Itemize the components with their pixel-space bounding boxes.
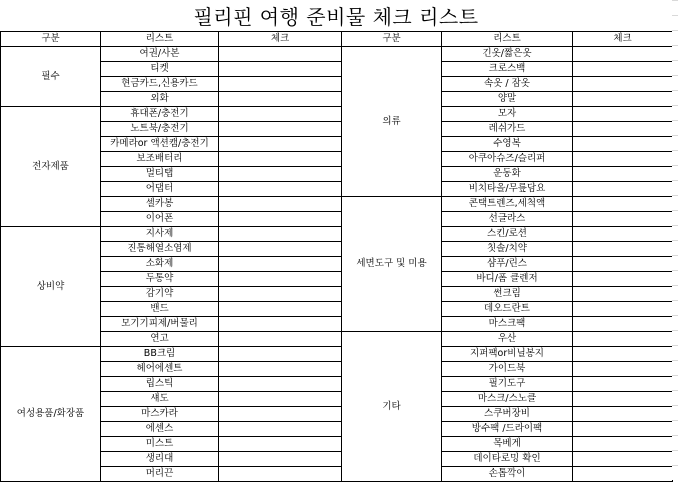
check-cell[interactable]	[219, 392, 342, 407]
list-item-cell[interactable]: 밴드	[101, 302, 219, 317]
list-item-cell[interactable]: 운동화	[442, 167, 573, 182]
list-item-cell[interactable]: 콘택트렌즈,세척액	[442, 197, 573, 212]
category-cell[interactable]: 세면도구 및 미용	[342, 197, 442, 332]
list-item-cell[interactable]: 진통해열소염제	[101, 242, 219, 257]
check-cell[interactable]	[573, 242, 673, 257]
list-item-cell[interactable]: 섀도	[101, 392, 219, 407]
list-item-cell[interactable]: 마스크/스노클	[442, 392, 573, 407]
table-row	[1, 137, 673, 152]
list-item-cell[interactable]: 비치타올/무릎담요	[442, 182, 573, 197]
list-item-cell[interactable]: 방수팩 /드라이팩	[442, 422, 573, 437]
table-row	[1, 92, 673, 107]
table-row	[1, 272, 673, 287]
check-cell[interactable]	[219, 287, 342, 302]
check-cell[interactable]	[573, 227, 673, 242]
check-cell[interactable]	[573, 422, 673, 437]
list-item-cell[interactable]: 외화	[101, 92, 219, 107]
check-cell[interactable]	[219, 272, 342, 287]
check-cell[interactable]	[219, 137, 342, 152]
check-cell[interactable]	[219, 47, 342, 62]
table-row	[1, 467, 673, 482]
check-cell[interactable]	[573, 392, 673, 407]
check-cell[interactable]	[219, 107, 342, 122]
table-row	[1, 77, 673, 92]
check-cell[interactable]	[219, 77, 342, 92]
list-item-cell[interactable]: 소화제	[101, 257, 219, 272]
check-cell[interactable]	[573, 377, 673, 392]
list-item-cell[interactable]: 헤어에센트	[101, 362, 219, 377]
table-row	[1, 197, 673, 212]
list-item-cell[interactable]: 이어폰	[101, 212, 219, 227]
list-item-cell[interactable]: 마스크팩	[442, 317, 573, 332]
check-cell[interactable]	[573, 287, 673, 302]
check-cell[interactable]	[219, 422, 342, 437]
list-item-cell[interactable]: 어댑터	[101, 182, 219, 197]
check-cell[interactable]	[219, 452, 342, 467]
list-item-cell[interactable]: 감기약	[101, 287, 219, 302]
list-item-cell[interactable]: 수영복	[442, 137, 573, 152]
list-item-cell[interactable]: 지퍼팩or비닐봉지	[442, 347, 573, 362]
check-cell[interactable]	[219, 347, 342, 362]
list-item-cell[interactable]: 카메라or 액션캠/충전기	[101, 137, 219, 152]
check-cell[interactable]	[573, 77, 673, 92]
check-cell[interactable]	[573, 272, 673, 287]
header-check-right: 체크	[573, 32, 673, 47]
check-cell[interactable]	[219, 227, 342, 242]
check-cell[interactable]	[573, 467, 673, 482]
check-cell[interactable]	[219, 467, 342, 482]
list-item-cell[interactable]: 양말	[442, 92, 573, 107]
list-item-cell[interactable]: 칫솔/치약	[442, 242, 573, 257]
list-item-cell[interactable]: 레쉬가드	[442, 122, 573, 137]
check-cell[interactable]	[573, 62, 673, 77]
table-row	[1, 407, 673, 422]
check-cell[interactable]	[219, 92, 342, 107]
list-item-cell[interactable]: 샴푸/린스	[442, 257, 573, 272]
sheet-gridline-edge	[672, 0, 678, 480]
check-cell[interactable]	[219, 362, 342, 377]
check-cell[interactable]	[219, 332, 342, 347]
list-item-cell[interactable]: 데이타로밍 확인	[442, 452, 573, 467]
table-row	[1, 332, 673, 347]
table-row	[1, 437, 673, 452]
table-row	[1, 227, 673, 242]
check-cell[interactable]	[219, 437, 342, 452]
list-item-cell[interactable]: 손톱깍이	[442, 467, 573, 482]
table-row	[1, 392, 673, 407]
check-cell[interactable]	[219, 377, 342, 392]
check-cell[interactable]	[573, 407, 673, 422]
list-item-cell[interactable]: 셀카봉	[101, 197, 219, 212]
check-cell[interactable]	[219, 152, 342, 167]
list-item-cell[interactable]: 속옷 / 잠옷	[442, 77, 573, 92]
list-item-cell[interactable]: 가이드북	[442, 362, 573, 377]
sheet-title: 필리핀 여행 준비물 체크 리스트	[0, 0, 672, 32]
table-row	[1, 122, 673, 137]
table-row	[1, 167, 673, 182]
check-cell[interactable]	[219, 317, 342, 332]
check-cell[interactable]	[573, 107, 673, 122]
list-item-cell[interactable]: 티켓	[101, 62, 219, 77]
table-row	[1, 302, 673, 317]
header-row	[1, 32, 673, 47]
check-cell[interactable]	[219, 182, 342, 197]
header-category-left: 구분	[1, 32, 101, 47]
check-cell[interactable]	[573, 437, 673, 452]
check-cell[interactable]	[573, 212, 673, 227]
check-cell[interactable]	[219, 302, 342, 317]
list-item-cell[interactable]: 마스카라	[101, 407, 219, 422]
category-cell[interactable]: 전자제품	[1, 107, 101, 227]
check-cell[interactable]	[573, 152, 673, 167]
check-cell[interactable]	[573, 47, 673, 62]
table-row	[1, 182, 673, 197]
table-row	[1, 287, 673, 302]
check-cell[interactable]	[573, 92, 673, 107]
list-item-cell[interactable]: BB크림	[101, 347, 219, 362]
check-cell[interactable]	[573, 167, 673, 182]
check-cell[interactable]	[573, 182, 673, 197]
table-row	[1, 377, 673, 392]
list-item-cell[interactable]: 휴대폰/충전기	[101, 107, 219, 122]
list-item-cell[interactable]: 아쿠아슈즈/슬리퍼	[442, 152, 573, 167]
list-item-cell[interactable]: 립스틱	[101, 377, 219, 392]
check-cell[interactable]	[573, 137, 673, 152]
list-item-cell[interactable]: 미스트	[101, 437, 219, 452]
checklist-table	[0, 31, 673, 482]
list-item-cell[interactable]: 현금카드,신용카드	[101, 77, 219, 92]
table-row	[1, 317, 673, 332]
category-cell[interactable]: 의류	[342, 47, 442, 197]
list-item-cell[interactable]: 썬크림	[442, 287, 573, 302]
category-cell[interactable]: 여성용품/화장품	[1, 347, 101, 482]
table-row	[1, 212, 673, 227]
table-row	[1, 47, 673, 62]
check-cell[interactable]	[219, 122, 342, 137]
table-row	[1, 452, 673, 467]
table-row	[1, 257, 673, 272]
table-row	[1, 107, 673, 122]
list-item-cell[interactable]: 목베게	[442, 437, 573, 452]
check-cell[interactable]	[219, 407, 342, 422]
list-item-cell[interactable]: 연고	[101, 332, 219, 347]
header-list-right: 리스트	[442, 32, 573, 47]
category-cell[interactable]: 상비약	[1, 227, 101, 347]
table-row	[1, 242, 673, 257]
table-row	[1, 152, 673, 167]
list-item-cell[interactable]: 멀티탭	[101, 167, 219, 182]
list-item-cell[interactable]: 보조배터리	[101, 152, 219, 167]
category-cell[interactable]: 기타	[342, 332, 442, 482]
category-cell[interactable]: 필수	[1, 47, 101, 107]
list-item-cell[interactable]: 지사제	[101, 227, 219, 242]
check-cell[interactable]	[573, 332, 673, 347]
list-item-cell[interactable]: 선글라스	[442, 212, 573, 227]
check-cell[interactable]	[573, 347, 673, 362]
check-cell[interactable]	[573, 362, 673, 377]
list-item-cell[interactable]: 노트북/충전기	[101, 122, 219, 137]
check-cell[interactable]	[219, 242, 342, 257]
list-item-cell[interactable]: 여권/사본	[101, 47, 219, 62]
list-item-cell[interactable]: 생리대	[101, 452, 219, 467]
check-cell[interactable]	[219, 257, 342, 272]
list-item-cell[interactable]: 스킨/로션	[442, 227, 573, 242]
list-item-cell[interactable]: 크로스백	[442, 62, 573, 77]
check-cell[interactable]	[573, 452, 673, 467]
list-item-cell[interactable]: 필기도구	[442, 377, 573, 392]
list-item-cell[interactable]: 모자	[442, 107, 573, 122]
list-item-cell[interactable]: 우산	[442, 332, 573, 347]
header-category-right: 구분	[342, 32, 442, 47]
list-item-cell[interactable]: 바디/폼 클렌저	[442, 272, 573, 287]
check-cell[interactable]	[219, 62, 342, 77]
table-row	[1, 362, 673, 377]
header-list-left: 리스트	[101, 32, 219, 47]
table-row	[1, 422, 673, 437]
list-item-cell[interactable]: 머리끈	[101, 467, 219, 482]
check-cell[interactable]	[573, 257, 673, 272]
check-cell[interactable]	[219, 167, 342, 182]
list-item-cell[interactable]: 에센스	[101, 422, 219, 437]
check-cell[interactable]	[219, 212, 342, 227]
list-item-cell[interactable]: 두통약	[101, 272, 219, 287]
check-cell[interactable]	[573, 122, 673, 137]
list-item-cell[interactable]: 모기기피제/버물리	[101, 317, 219, 332]
check-cell[interactable]	[573, 317, 673, 332]
check-cell[interactable]	[573, 302, 673, 317]
table-row	[1, 62, 673, 77]
table-row	[1, 347, 673, 362]
list-item-cell[interactable]: 데오드란트	[442, 302, 573, 317]
header-check-left: 체크	[219, 32, 342, 47]
list-item-cell[interactable]: 긴옷/짧은옷	[442, 47, 573, 62]
check-cell[interactable]	[573, 197, 673, 212]
list-item-cell[interactable]: 스쿠버장비	[442, 407, 573, 422]
check-cell[interactable]	[219, 197, 342, 212]
